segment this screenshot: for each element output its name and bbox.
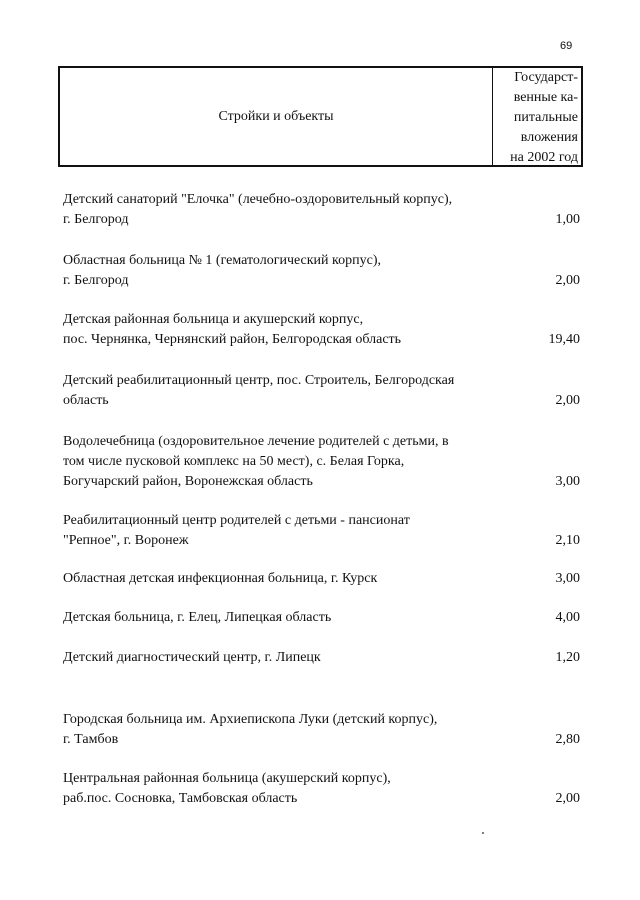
row-object-name: Детский диагностический центр, г. Липецк [63,650,321,665]
row-object-name: Детская районная больница и акушерский корпус, пос. Чернянка, Чернянский район, Белгородская область [63,312,402,347]
page-number: 69 [560,40,573,52]
table-row [63,648,580,668]
row-investment-value: 2,10 [555,533,580,548]
table-row [63,310,580,350]
row-investment-value: 4,00 [555,610,580,625]
table-row [63,608,580,628]
row-object-name: Детский реабилитационный центр, пос. Строитель, Белгородская область [63,373,455,408]
row-object-name: Городская больница им. Архиепископа Луки (детский корпус), г. Тамбов [63,712,438,747]
table-row [63,251,580,291]
table-row [63,371,580,411]
row-investment-value: 2,00 [555,791,580,806]
header-objects-label: Стройки и объекты [60,68,493,165]
table-row [63,569,580,589]
row-object-name: Реабилитационный центр родителей с детьми - пансионат "Репное", г. Воронеж [63,513,410,548]
row-investment-value: 1,00 [555,212,580,227]
row-object-name: Центральная районная больница (акушерский корпус), раб.пос. Сосновка, Тамбовская область [63,771,391,806]
row-object-name: Детская больница, г. Елец, Липецкая область [63,610,332,625]
row-investment-value: 3,00 [555,474,580,489]
row-investment-value: 2,80 [555,732,580,747]
table-row [63,710,580,750]
scan-speck [482,832,484,834]
row-investment-value: 3,00 [555,571,580,586]
table-row [63,190,580,230]
row-object-name: Областная больница № 1 (гематологический корпус), г. Белгород [63,253,382,288]
table-row [63,432,580,492]
table-row [63,511,580,551]
table-header [58,66,583,167]
row-object-name: Водолечебница (оздоровительное лечение родителей с детьми, в том числе пусковой комплекс на 50 мест), с. Белая Горка, Богучарский район, Воронежская область [63,434,449,489]
row-investment-value: 1,20 [555,650,580,665]
row-object-name: Детский санаторий "Елочка" (лечебно-оздоровительный корпус), г. Белгород [63,192,453,227]
row-investment-value: 19,40 [548,332,580,347]
header-investment-label: Государст- венные ка- питальные вложения на 2002 год [510,70,578,165]
row-investment-value: 2,00 [555,393,580,408]
table-row [63,769,580,809]
row-investment-value: 2,00 [555,273,580,288]
row-object-name: Областная детская инфекционная больница, г. Курск [63,571,378,586]
